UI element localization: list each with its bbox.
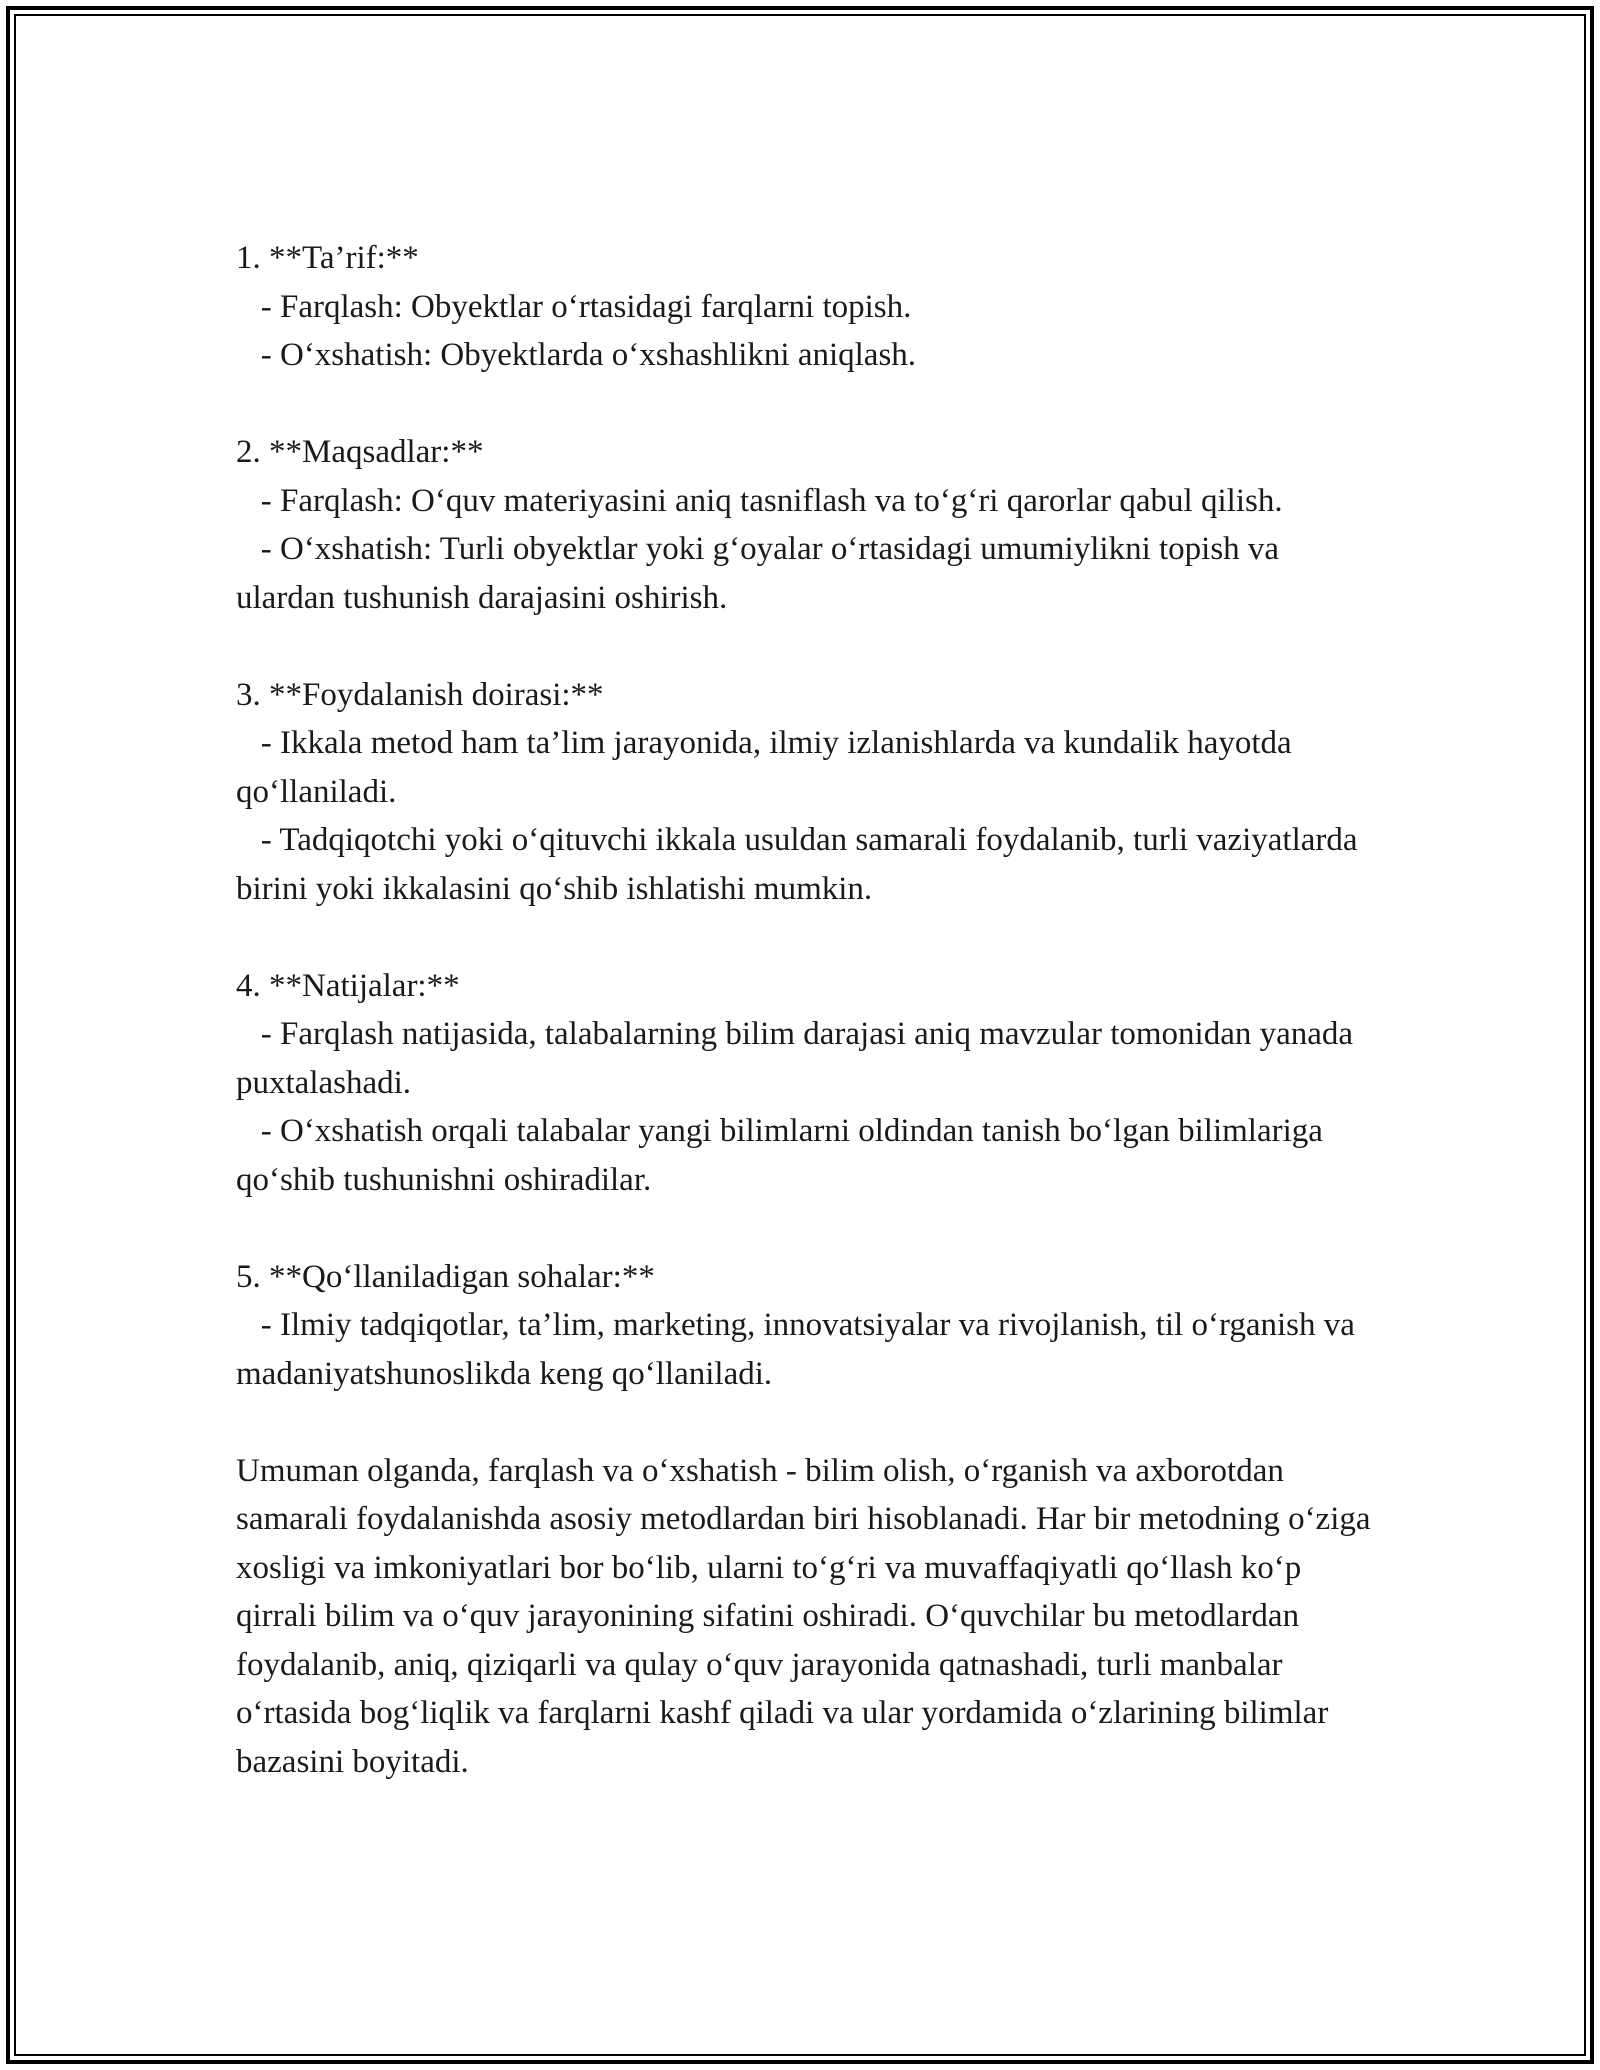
- section-heading: 5. **Qo‘llaniladigan sohalar:**: [236, 1258, 655, 1295]
- section-heading: 3. **Foydalanish doirasi:**: [236, 676, 604, 713]
- list-item: - Ilmiy tadqiqotlar, ta’lim, marketing, innovatsiyalar va rivojlanish, til o‘rganish va madaniyatshunoslikda keng qo‘llaniladi.: [236, 1307, 1364, 1392]
- summary-paragraph: Umuman olganda, farqlash va o‘xshatish - bilim olish, o‘rganish va axborotdan samarali foydalanishda asosiy metodlardan biri hisoblanadi. Har bir metodning o‘ziga xosligi va imkoniyatlari bor bo‘lib, ularni to‘g‘ri va muvaffaqiyatli qo‘llash ko‘p qirrali bilim va o‘quv jarayonining sifatini oshiradi. O‘quvchilar bu metodlardan foydalanib, aniq, qiziqarli va qulay o‘quv jarayonida qatnashadi, turli manbalar o‘rtasida bog‘liqlik va farqlarni kashf qiladi va ular yordamida o‘zlarining bilimlar bazasini boyitadi.: [236, 1452, 1371, 1780]
- list-item: - O‘xshatish orqali talabalar yangi bilimlarni oldindan tanish bo‘lgan bilimlariga qo‘shib tushunishni oshiradilar.: [236, 1113, 1332, 1198]
- section-sohalar: [236, 1253, 1376, 1399]
- list-item: - Tadqiqotchi yoki o‘qituvchi ikkala usuldan samarali foydalanib, turli vaziyatlarda birini yoki ikkalasini qo‘shib ishlatishi mumkin.: [236, 822, 1366, 907]
- list-item: - Farqlash: Obyektlar o‘rtasidagi farqlarni topish.: [236, 288, 912, 325]
- section-maqsadlar: [236, 428, 1376, 622]
- list-item: - O‘xshatish: Obyektlarda o‘xshashlikni aniqlash.: [236, 337, 917, 373]
- section-heading: 1. **Ta’rif:**: [236, 240, 419, 276]
- list-item: - O‘xshatish: Turli obyektlar yoki g‘oyalar o‘rtasidagi umumiylikni topish va ulardan tushunish darajasini oshirish.: [236, 531, 1288, 616]
- section-heading: 2. **Maqsadlar:**: [236, 434, 484, 470]
- list-item: - Ikkala metod ham ta’lim jarayonida, ilmiy izlanishlarda va kundalik hayotda qo‘llaniladi.: [236, 725, 1300, 810]
- section-tarif: [236, 234, 1376, 380]
- section-natijalar: [236, 962, 1376, 1205]
- list-item: - Farqlash: O‘quv materiyasini aniq tasniflash va to‘g‘ri qarorlar qabul qilish.: [236, 482, 1283, 519]
- section-heading: 4. **Natijalar:**: [236, 967, 460, 1004]
- list-item: - Farqlash natijasida, talabalarning bilim darajasi aniq mavzular tomonidan yanada puxtalashadi.: [236, 1016, 1362, 1101]
- document-body: [236, 234, 1376, 1786]
- section-foydalanish-doirasi: [236, 671, 1376, 914]
